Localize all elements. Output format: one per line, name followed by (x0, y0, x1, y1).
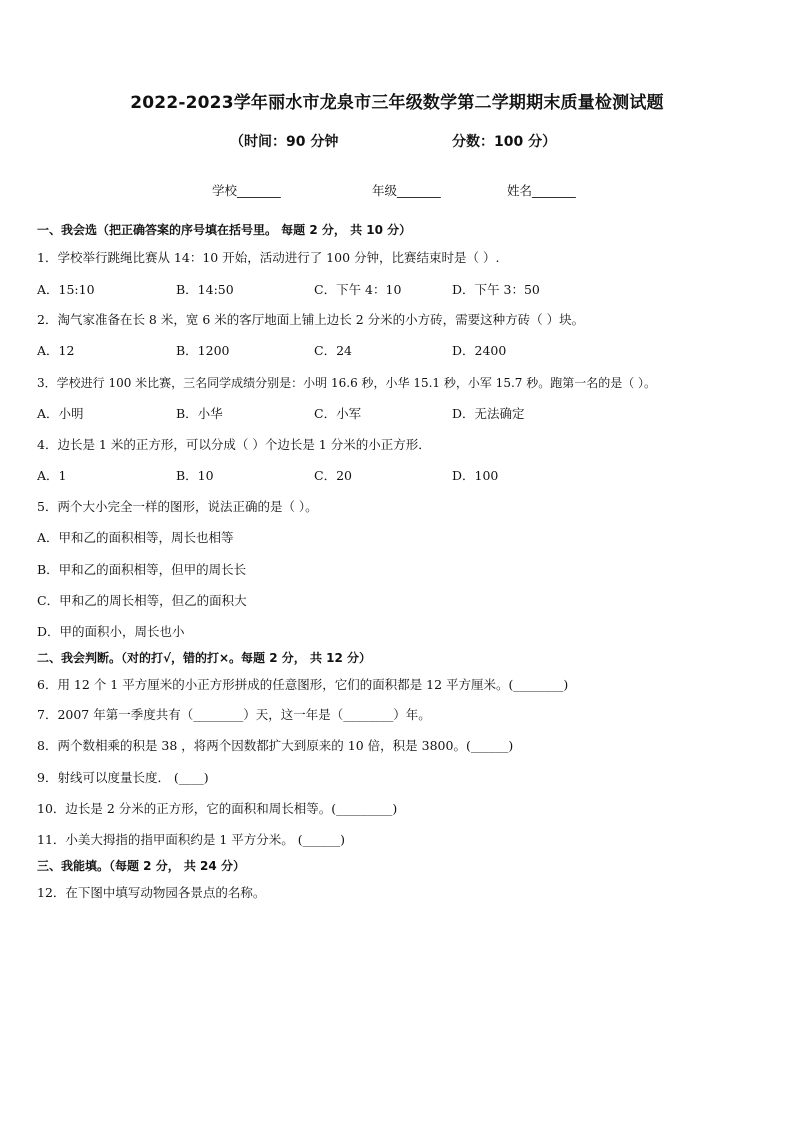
question-9: 9．射线可以度量长度． (____) (37, 770, 209, 785)
q3-option-b[interactable]: B．小华 (176, 406, 223, 421)
question-1: 1．学校举行跳绳比赛从 14：10 开始，活动进行了 100 分钟，比赛结束时是（ ）. (37, 250, 500, 265)
total-score: 分数：100 分） (452, 134, 557, 150)
question-2: 2．淘气家准备在长 8 米，宽 6 米的客厅地面上铺上边长 2 分米的小方砖，需要这种方砖（ ）块。 (37, 312, 585, 327)
q5-option-c[interactable]: C．甲和乙的周长相等，但乙的面积大 (37, 593, 247, 608)
q3-option-d[interactable]: D．无法确定 (452, 406, 525, 421)
question-5: 5．两个大小完全一样的图形，说法正确的是（ ）。 (37, 499, 318, 514)
q2-option-a[interactable]: A．12 (37, 343, 75, 358)
q5-option-b[interactable]: B．甲和乙的面积相等，但甲的周长长 (37, 562, 247, 577)
section-heading-2: 二、我会判断。（对的打√，错的打×。每题 2 分， 共 12 分） (37, 651, 371, 665)
q1-option-a[interactable]: A．15:10 (37, 282, 95, 297)
q4-option-d[interactable]: D．100 (452, 468, 499, 483)
q3-option-a[interactable]: A．小明 (37, 406, 84, 421)
q3-option-c[interactable]: C．小军 (314, 406, 362, 421)
name-field[interactable]: 姓名_______ (507, 183, 576, 198)
section-heading-3: 三、我能填。（每题 2 分， 共 24 分） (37, 859, 245, 873)
q1-option-d[interactable]: D．下午 3：50 (452, 282, 540, 297)
question-12: 12．在下图中填写动物园各景点的名称。 (37, 885, 266, 900)
q1-option-c[interactable]: C．下午 4：10 (314, 282, 402, 297)
time-limit: （时间：90 分钟 (230, 134, 339, 150)
q1-option-b[interactable]: B．14:50 (176, 282, 234, 297)
q2-option-c[interactable]: C．24 (314, 343, 352, 358)
question-11: 11．小美大拇指的指甲面积约是 1 平方分米。 (______) (37, 832, 346, 847)
q5-option-a[interactable]: A．甲和乙的面积相等，周长也相等 (37, 530, 234, 545)
question-10: 10．边长是 2 分米的正方形，它的面积和周长相等。(_________) (37, 801, 398, 816)
question-3: 3．学校进行 100 米比赛，三名同学成绩分别是：小明 16.6 秒，小华 15.1 秒，小军 15.7 秒。跑第一名的是（ ）。 (37, 376, 657, 390)
grade-field[interactable]: 年级_______ (372, 183, 441, 198)
q2-option-d[interactable]: D．2400 (452, 343, 507, 358)
question-8: 8．两个数相乘的积是 38 ，将两个因数都扩大到原来的 10 倍，积是 3800。(______) (37, 738, 514, 753)
q5-option-d[interactable]: D．甲的面积小，周长也小 (37, 624, 185, 639)
question-4: 4．边长是 1 米的正方形，可以分成（ ）个边长是 1 分米的小正方形． (37, 437, 431, 452)
q2-option-b[interactable]: B．1200 (176, 343, 230, 358)
section-heading-1: 一、我会选（把正确答案的序号填在括号里。 每题 2 分， 共 10 分） (37, 223, 412, 237)
question-6: 6．用 12 个 1 平方厘米的小正方形拼成的任意图形，它们的面积都是 12 平方厘米。(________) (37, 677, 569, 692)
question-7: 7．2007 年第一季度共有（________）天，这一年是（________）年。 (37, 707, 431, 722)
school-field[interactable]: 学校_______ (212, 183, 281, 198)
page-title: 2022-2023学年丽水市龙泉市三年级数学第二学期期末质量检测试题 (130, 93, 664, 113)
q4-option-b[interactable]: B．10 (176, 468, 214, 483)
q4-option-c[interactable]: C．20 (314, 468, 352, 483)
q4-option-a[interactable]: A．1 (37, 468, 67, 483)
